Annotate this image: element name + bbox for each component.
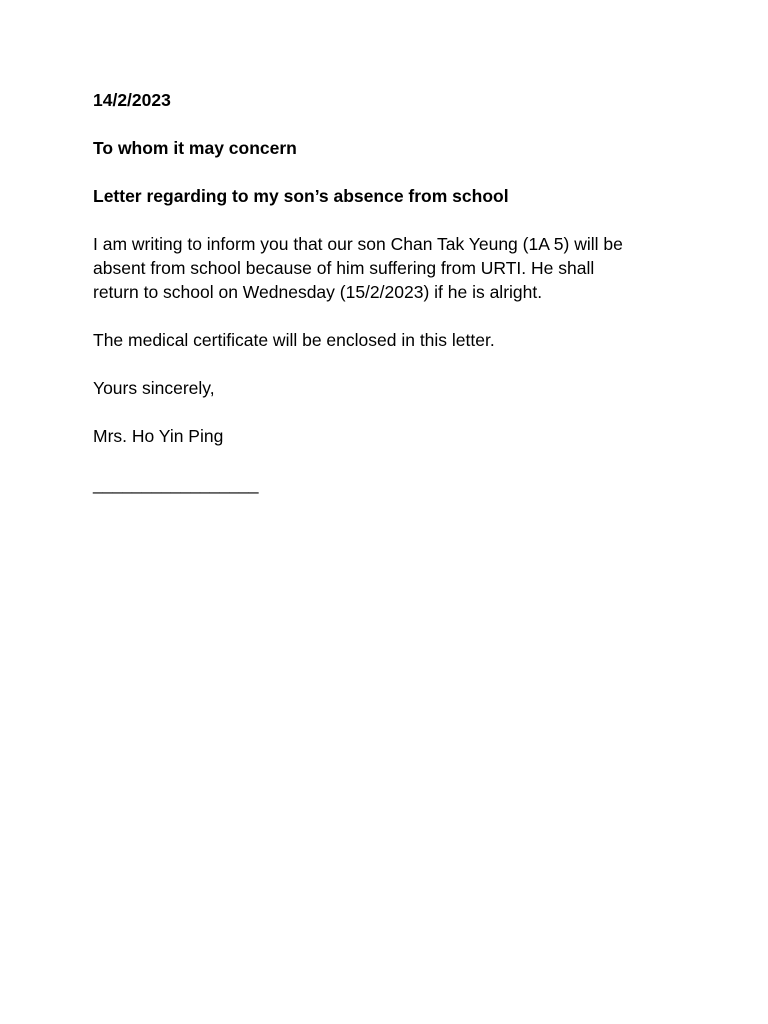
- letter-date: 14/2/2023: [93, 90, 171, 110]
- spacer: [93, 400, 693, 424]
- spacer: [93, 208, 693, 232]
- signature-line: _________________: [93, 474, 259, 494]
- certificate-note: The medical certificate will be enclosed in this letter.: [93, 330, 495, 350]
- letter-content: [93, 88, 693, 496]
- letter-salutation: To whom it may concern: [93, 138, 297, 158]
- letter-body-paragraph: [93, 232, 693, 304]
- letter-closing: Yours sincerely,: [93, 378, 215, 398]
- spacer: [93, 112, 693, 136]
- signatory-name: Mrs. Ho Yin Ping: [93, 426, 224, 446]
- spacer: [93, 352, 693, 376]
- body-line: absent from school because of him suffering from URTI. He shall: [93, 258, 595, 278]
- body-line: I am writing to inform you that our son Chan Tak Yeung (1A 5) will be: [93, 234, 623, 254]
- letter-subject: Letter regarding to my son’s absence from school: [93, 186, 509, 206]
- body-line: return to school on Wednesday (15/2/2023) if he is alright.: [93, 282, 543, 302]
- spacer: [93, 448, 693, 472]
- spacer: [93, 304, 693, 328]
- spacer: [93, 160, 693, 184]
